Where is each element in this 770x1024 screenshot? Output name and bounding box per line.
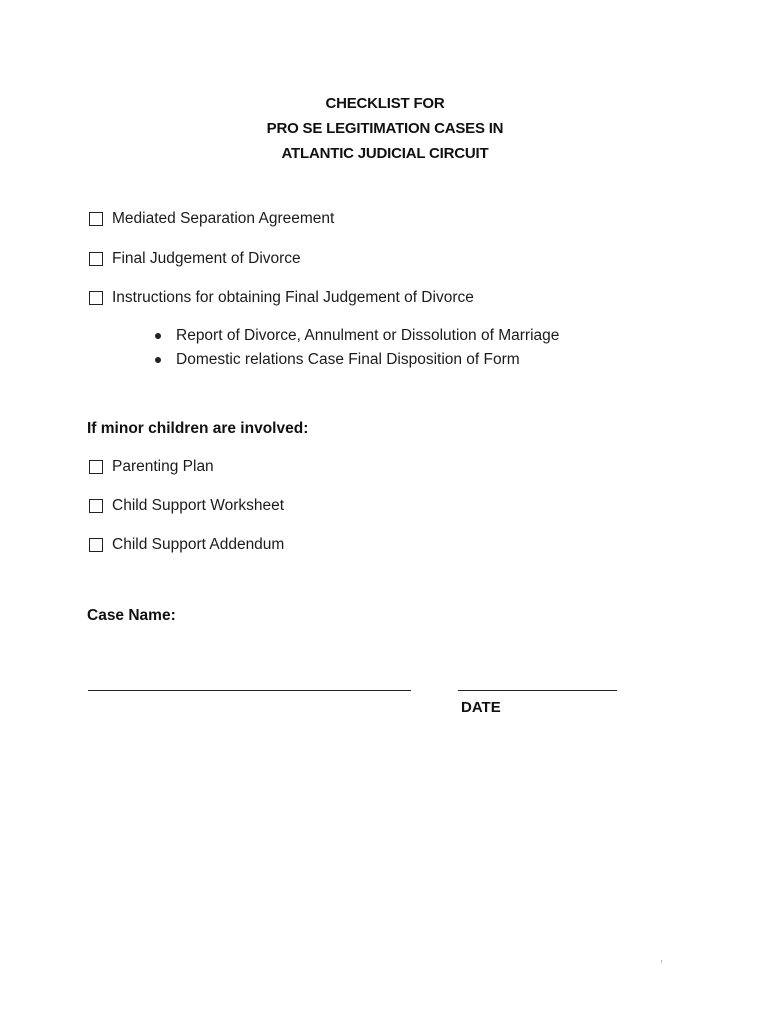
bullet-item-label: Report of Divorce, Annulment or Dissolution of Marriage [176, 327, 560, 344]
document-title [0, 91, 770, 166]
checklist-item-instructions[interactable] [89, 287, 474, 309]
checklist-item-label: Child Support Addendum [112, 536, 285, 553]
minor-children-heading: If minor children are involved: [87, 420, 309, 437]
bullet-item-label: Domestic relations Case Final Disposition of Form [176, 351, 520, 368]
title-line-1: CHECKLIST FOR [325, 95, 445, 112]
bullet-item-disposition-form [155, 349, 520, 371]
checkbox-icon[interactable] [89, 499, 103, 513]
checklist-item-label: Mediated Separation Agreement [112, 210, 335, 227]
bullet-item-report-of-divorce [155, 325, 559, 347]
date-label: DATE [461, 699, 501, 716]
checklist-item-parenting-plan[interactable] [89, 456, 214, 478]
date-line[interactable] [458, 690, 617, 691]
title-line-3: ATLANTIC JUDICIAL CIRCUIT [281, 145, 489, 162]
scan-speck [661, 960, 662, 963]
checkbox-icon[interactable] [89, 291, 103, 305]
checklist-item-label: Final Judgement of Divorce [112, 250, 301, 267]
checklist-item-child-support-worksheet[interactable] [89, 495, 284, 517]
checkbox-icon[interactable] [89, 252, 103, 266]
checklist-item-child-support-addendum[interactable] [89, 534, 284, 556]
checkbox-icon[interactable] [89, 460, 103, 474]
bullet-icon [155, 333, 161, 339]
checkbox-icon[interactable] [89, 538, 103, 552]
case-name-label: Case Name: [87, 607, 176, 624]
checklist-item-label: Parenting Plan [112, 458, 214, 475]
signature-line[interactable] [88, 690, 411, 691]
checklist-item-separation-agreement[interactable] [89, 208, 334, 230]
checklist-item-final-judgement[interactable] [89, 248, 301, 270]
checklist-item-label: Instructions for obtaining Final Judgement of Divorce [112, 289, 474, 306]
checkbox-icon[interactable] [89, 212, 103, 226]
title-line-2: PRO SE LEGITIMATION CASES IN [266, 120, 504, 137]
checklist-item-label: Child Support Worksheet [112, 497, 285, 514]
bullet-icon [155, 357, 161, 363]
